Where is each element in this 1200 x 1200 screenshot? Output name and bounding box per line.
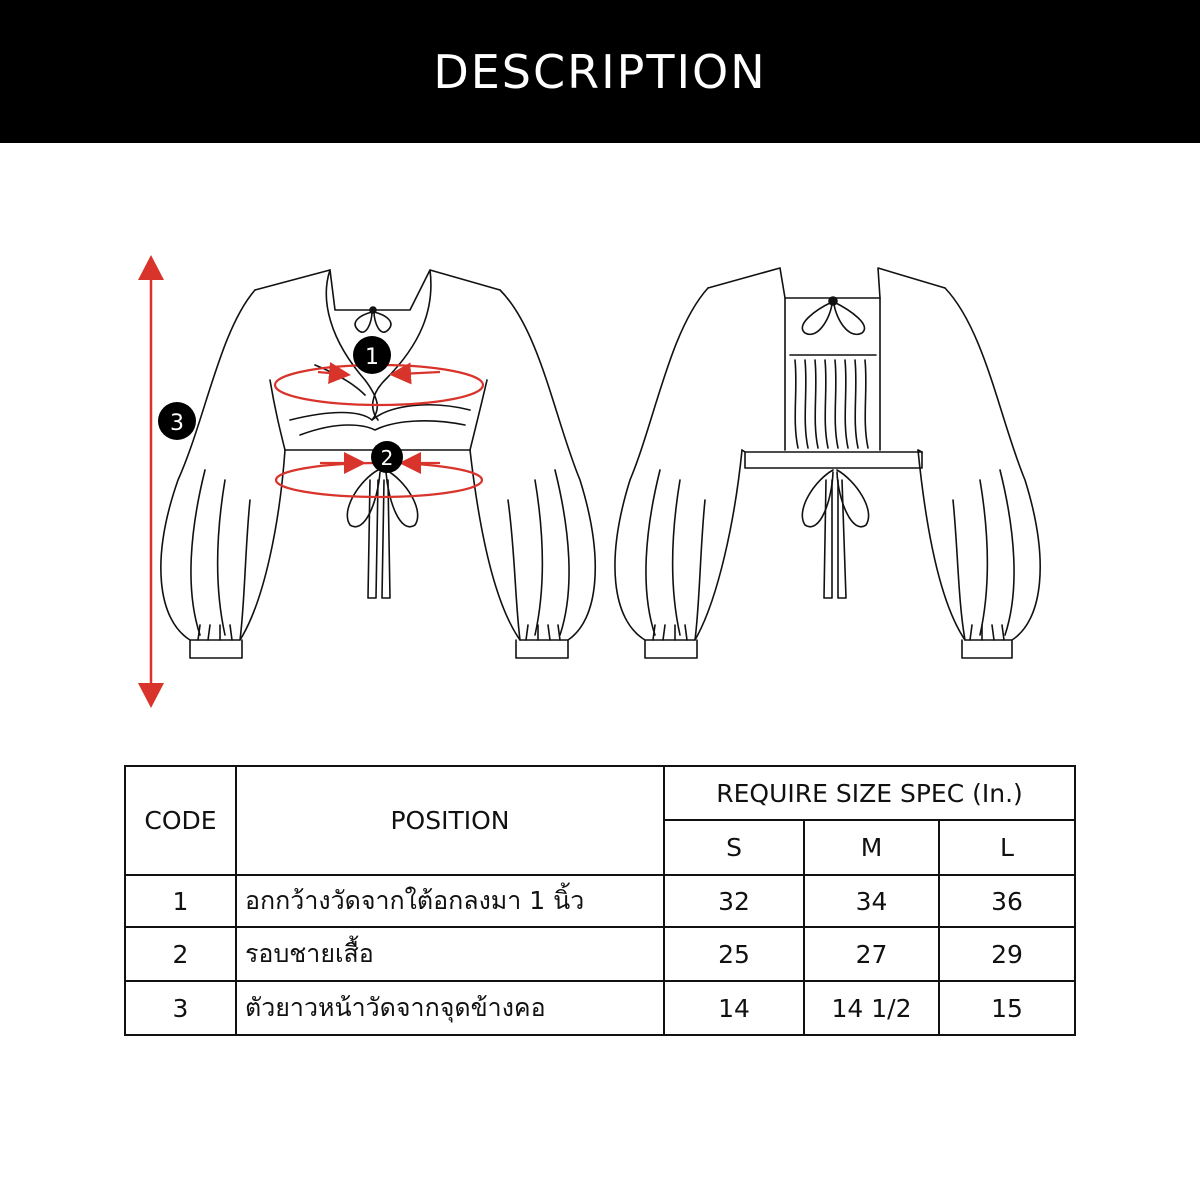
row-position: อกกว้างวัดจากใต้อกลงมา 1 นิ้ว: [236, 875, 664, 927]
row-position: ตัวยาวหน้าวัดจากจุดข้างคอ: [236, 981, 664, 1035]
row-position: รอบชายเสื้อ: [236, 927, 664, 981]
header-size-m: M: [804, 820, 939, 875]
row-value-s: 32: [664, 875, 804, 927]
header-size-spec: REQUIRE SIZE SPEC (In.): [664, 766, 1075, 820]
garment-illustration: [0, 143, 1200, 743]
table-row: [125, 927, 1075, 981]
page-title: DESCRIPTION: [433, 44, 767, 99]
svg-text:1: 1: [365, 345, 379, 370]
size-spec-table: [124, 765, 1076, 1036]
row-code: 3: [125, 981, 236, 1035]
table-row: [125, 875, 1075, 927]
header-bar: [0, 0, 1200, 143]
marker-2: [371, 441, 403, 473]
marker-1: [353, 336, 391, 374]
row-value-s: 14: [664, 981, 804, 1035]
svg-text:3: 3: [170, 411, 184, 436]
row-value-m: 14 1/2: [804, 981, 939, 1035]
marker-3: [158, 402, 196, 440]
header-size-l: L: [939, 820, 1075, 875]
header-code: CODE: [125, 766, 236, 875]
row-value-l: 29: [939, 927, 1075, 981]
header-position: POSITION: [236, 766, 664, 875]
row-value-l: 36: [939, 875, 1075, 927]
table-row: [125, 981, 1075, 1035]
row-code: 1: [125, 875, 236, 927]
row-value-l: 15: [939, 981, 1075, 1035]
row-value-m: 27: [804, 927, 939, 981]
row-code: 2: [125, 927, 236, 981]
row-value-m: 34: [804, 875, 939, 927]
back-view-drawing: [615, 268, 1040, 658]
length-arrow: [138, 255, 164, 708]
svg-text:2: 2: [380, 446, 394, 470]
header-size-s: S: [664, 820, 804, 875]
row-value-s: 25: [664, 927, 804, 981]
table-header-row: [125, 766, 1075, 820]
